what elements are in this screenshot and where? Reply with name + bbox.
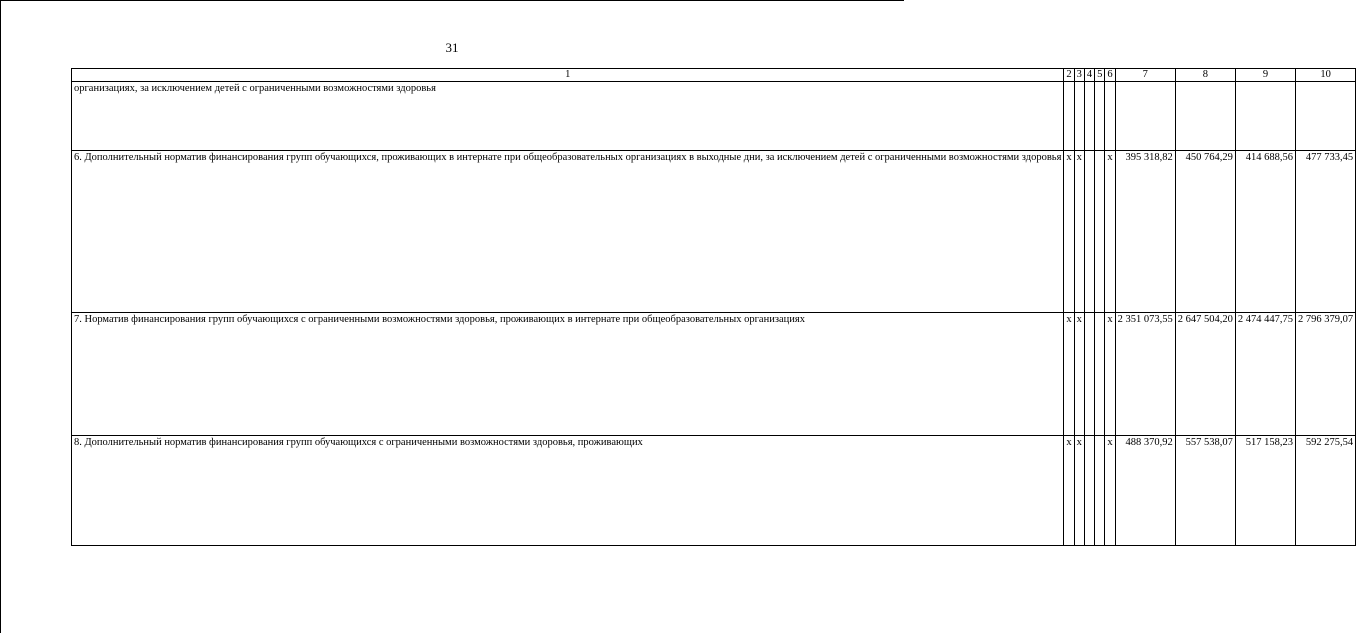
table-row bbox=[72, 151, 1356, 313]
table-cell bbox=[1115, 82, 1175, 151]
table-cell bbox=[1064, 82, 1074, 151]
table-cell bbox=[1074, 82, 1084, 151]
table-cell bbox=[1175, 82, 1235, 151]
table-cell: 557 538,07 bbox=[1175, 436, 1235, 546]
table-cell bbox=[1095, 82, 1105, 151]
table-cell: x bbox=[1064, 151, 1074, 313]
table-cell: 517 158,23 bbox=[1235, 436, 1295, 546]
table-cell bbox=[1084, 82, 1094, 151]
header-cell-6: 6 bbox=[1105, 69, 1115, 82]
header-cell-5: 5 bbox=[1095, 69, 1105, 82]
table-row bbox=[72, 436, 1356, 546]
header-row bbox=[72, 69, 1356, 82]
table-row bbox=[72, 313, 1356, 436]
table-cell bbox=[1084, 313, 1094, 436]
header-cell-2: 2 bbox=[1064, 69, 1074, 82]
table-cell: x bbox=[1064, 313, 1074, 436]
row-name-cell: 7. Норматив финансирования групп обучающихся с ограниченными возможностями здоровья, проживающих в интернате при общеобразовательных организациях bbox=[72, 313, 1064, 436]
header-cell-9: 9 bbox=[1235, 69, 1295, 82]
table-cell: x bbox=[1074, 436, 1084, 546]
table-cell bbox=[1296, 82, 1356, 151]
row-name-cell: 8. Дополнительный норматив финансирования групп обучающихся с ограниченными возможностями здоровья, проживающих bbox=[72, 436, 1064, 546]
header-cell-8: 8 bbox=[1175, 69, 1235, 82]
table-cell bbox=[1084, 436, 1094, 546]
header-cell-4: 4 bbox=[1084, 69, 1094, 82]
table-cell: 414 688,56 bbox=[1235, 151, 1295, 313]
table-cell: 2 796 379,07 bbox=[1296, 313, 1356, 436]
table-cell bbox=[1095, 313, 1105, 436]
table-cell bbox=[1095, 151, 1105, 313]
header-cell-3: 3 bbox=[1074, 69, 1084, 82]
table-cell: x bbox=[1064, 436, 1074, 546]
table-row bbox=[72, 82, 1356, 151]
table-cell: 592 275,54 bbox=[1296, 436, 1356, 546]
row-name-cell: 6. Дополнительный норматив финансирования групп обучающихся, проживающих в интернате при общеобразовательных организациях в выходные дни, за исключением детей с ограниченными возможностями здоровья bbox=[72, 151, 1064, 313]
table-cell: x bbox=[1105, 313, 1115, 436]
table-cell: x bbox=[1074, 151, 1084, 313]
page-frame-left bbox=[0, 0, 1, 633]
table-cell: x bbox=[1105, 151, 1115, 313]
table-cell: 2 474 447,75 bbox=[1235, 313, 1295, 436]
header-cell-7: 7 bbox=[1115, 69, 1175, 82]
table-cell: 488 370,92 bbox=[1115, 436, 1175, 546]
table-cell bbox=[1105, 82, 1115, 151]
table-cell: 2 647 504,20 bbox=[1175, 313, 1235, 436]
table-cell bbox=[1095, 436, 1105, 546]
table-cell bbox=[1084, 151, 1094, 313]
page-number: 31 bbox=[445, 40, 459, 55]
data-table bbox=[71, 68, 1356, 546]
header-cell-10: 10 bbox=[1296, 69, 1356, 82]
table-cell: 2 351 073,55 bbox=[1115, 313, 1175, 436]
table-cell: 477 733,45 bbox=[1296, 151, 1356, 313]
header-cell-1: 1 bbox=[72, 69, 1064, 82]
table-cell: 450 764,29 bbox=[1175, 151, 1235, 313]
row-name-cell: организациях, за исключением детей с ограниченными возможностями здоровья bbox=[72, 82, 1064, 151]
page-frame-top bbox=[0, 0, 904, 1]
table-cell: x bbox=[1105, 436, 1115, 546]
table-cell bbox=[1235, 82, 1295, 151]
table-cell: 395 318,82 bbox=[1115, 151, 1175, 313]
table-cell: x bbox=[1074, 313, 1084, 436]
